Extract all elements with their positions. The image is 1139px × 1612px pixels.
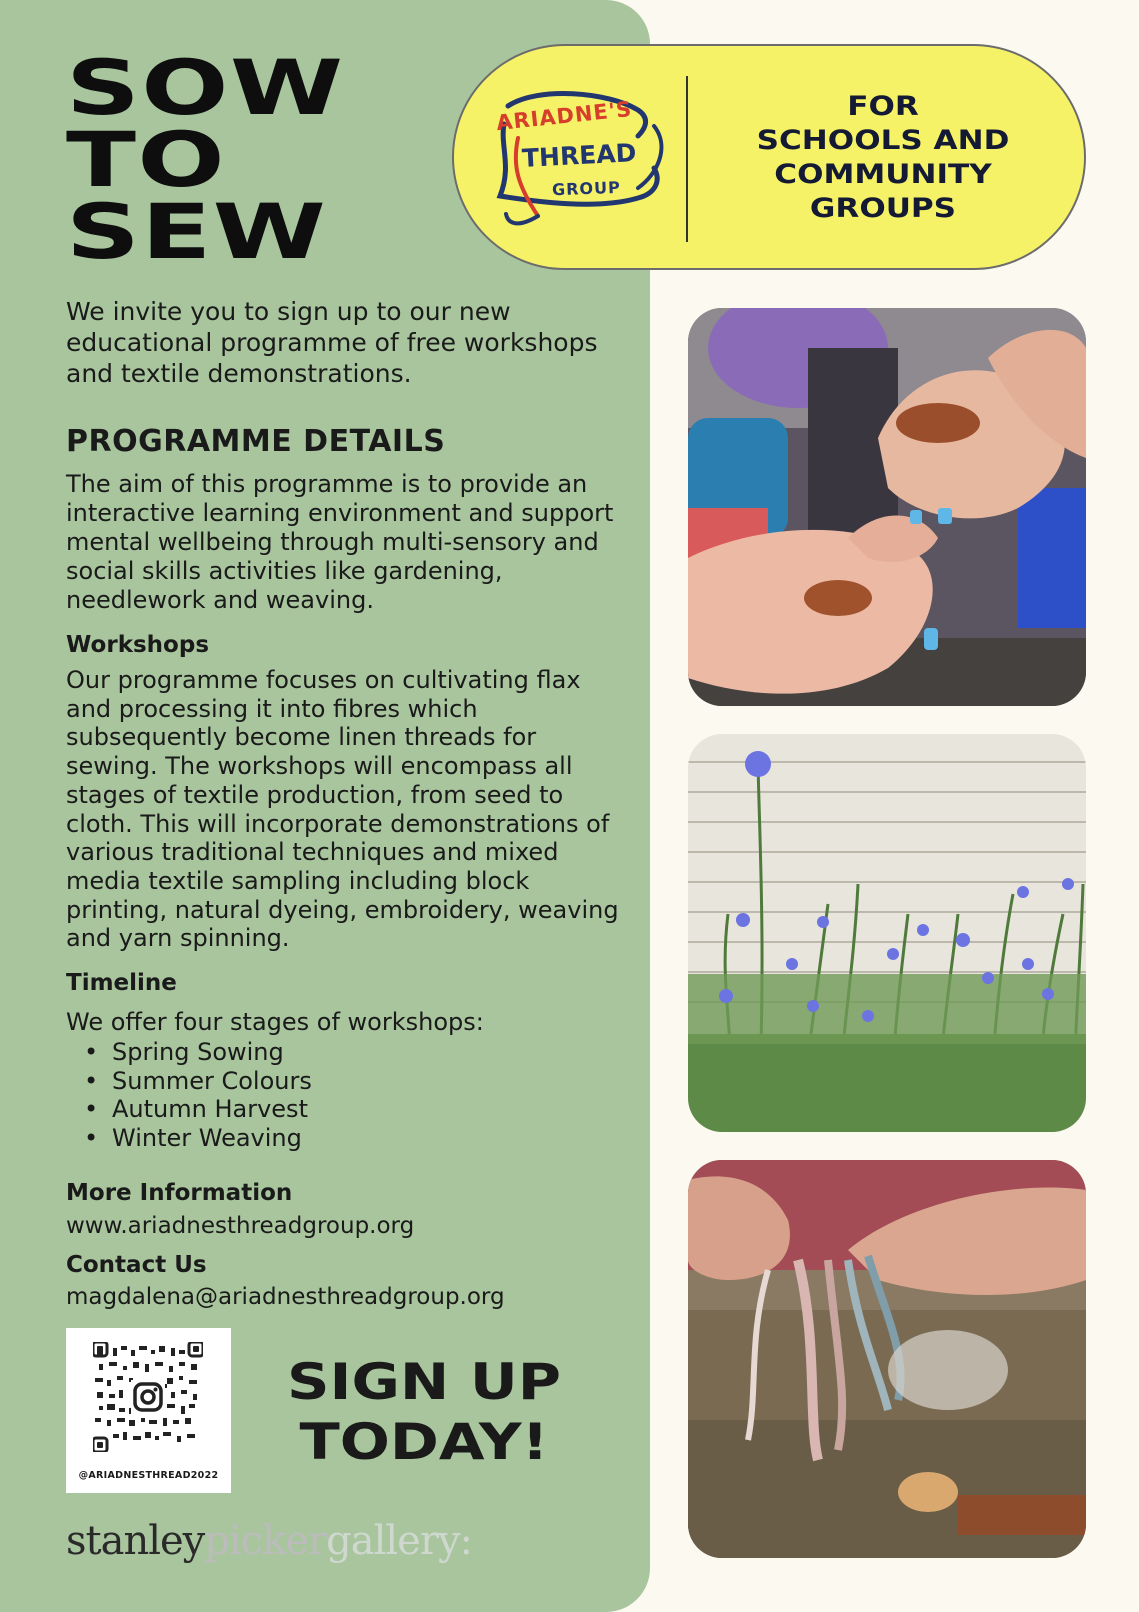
sign-up-line-2: TODAY! [299,1413,549,1471]
programme-details-text: The aim of this programme is to provide an interactive learning environment and support mental wellbeing through multi-sensory and social skills activities like gardening, needlework and weaving. [66,470,614,614]
audience-badge [452,44,1086,270]
title-line-3: SEW [66,187,328,276]
contact-heading: Contact Us [66,1252,207,1278]
footer-logo-part-3: gallery: [326,1518,473,1564]
timeline-stage-list [84,1038,312,1152]
qr-code-card[interactable] [66,1328,231,1493]
list-item: • Winter Weaving [84,1124,312,1153]
tagline-line-3: COMMUNITY [774,159,992,190]
email-link[interactable]: magdalena@ariadnesthreadgroup.org [66,1284,505,1310]
qr-code [93,1342,203,1452]
logo-line-1: ARIADNE'S [495,96,634,136]
audience-tagline [698,90,1068,226]
photo-linen-threads-in-hands [688,1160,1086,1558]
workshops-text: Our programme focuses on cultivating flax and processing it into fibres which subsequently become linen threads for sewing. The workshops will encompass all stages of textile production, from seed to cloth. This will incorporate demonstrations of various traditional techniques and mixed media textile sampling including block printing, natural dyeing, embroidery, weaving and yarn spinning. [66,666,619,953]
page-title [66,43,345,276]
sign-up-line-1: SIGN UP [287,1353,561,1411]
tagline-line-1: FOR [847,91,919,122]
list-item: • Autumn Harvest [84,1095,312,1124]
tagline-line-2: SCHOOLS AND [756,125,1010,156]
footer-logo-part-1: stanley [66,1518,205,1564]
title-line-2: TO [66,115,226,204]
sign-up-callout [274,1352,574,1472]
logo-line-2: THREAD [521,138,638,173]
workshops-heading: Workshops [66,632,210,658]
stanley-picker-gallery-logo [66,1518,472,1564]
title-line-1: SOW [66,43,345,132]
ariadnes-thread-logo [478,86,674,236]
tagline-line-4: GROUPS [809,193,957,224]
photo-flax-seeds-in-hands [688,308,1086,706]
footer-logo-part-2: picker [204,1518,327,1564]
website-link[interactable]: www.ariadnesthreadgroup.org [66,1213,415,1239]
timeline-heading: Timeline [66,970,177,996]
intro-text: We invite you to sign up to our new educational programme of free workshops and textile demonstrations. [66,297,598,388]
programme-details-heading: PROGRAMME DETAILS [66,424,446,459]
list-item: • Summer Colours [84,1067,312,1096]
logo-line-3: GROUP [551,177,622,200]
timeline-intro: We offer four stages of workshops: [66,1008,484,1036]
list-item: • Spring Sowing [84,1038,312,1067]
photo-flax-flowers [688,734,1086,1132]
qr-handle-text: @ARIADNESTHREAD2022 [78,1470,219,1481]
more-info-heading: More Information [66,1180,293,1206]
